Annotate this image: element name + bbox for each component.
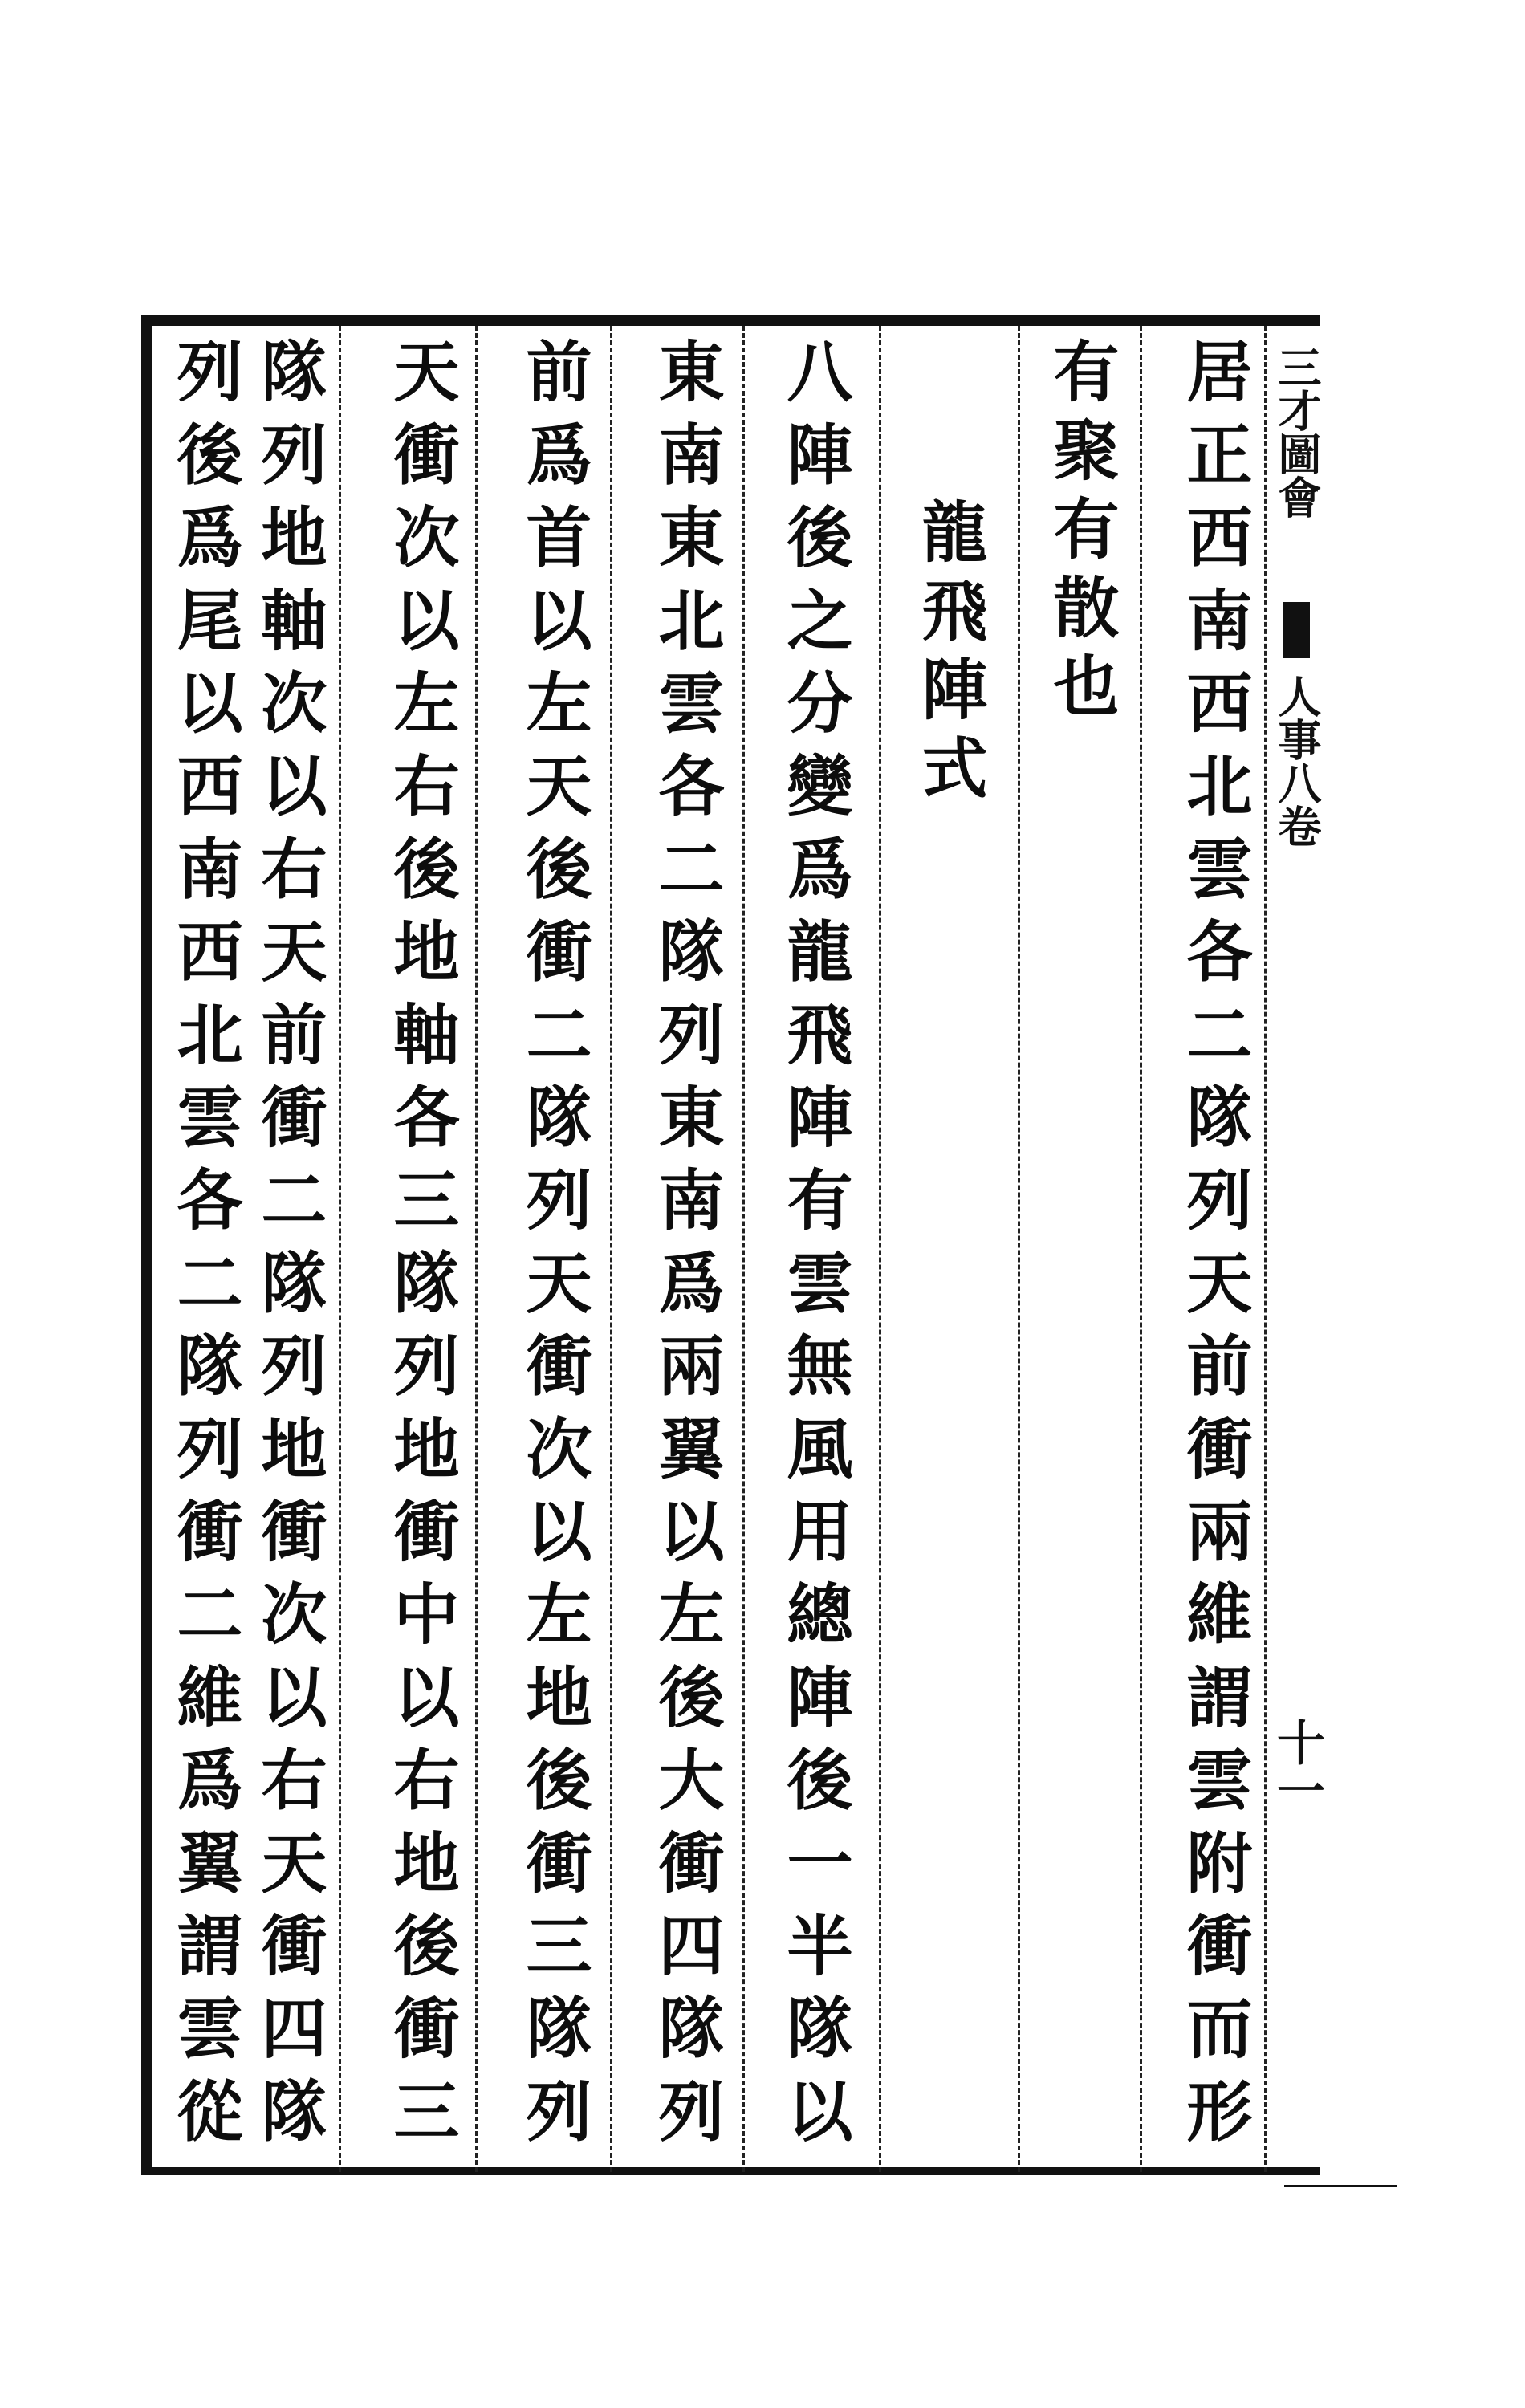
text-column-9: 列後爲尾以西南西北雲各二隊列衝二維爲翼謂雲從 [166,337,243,2160]
text-column-4: 八陣後之分變爲龍飛陣有雲無風用總陣後一半隊以 [776,337,853,2160]
text-column-6: 前爲首以左天後衝二隊列天衝次以左地後衝三隊列 [515,337,592,2160]
text-column-8: 隊列地軸次以右天前衝二隊列地衝次以右天衝四隊 [250,337,327,2160]
column-rule [1018,326,1020,2172]
section-title: 龍飛陣式 [911,498,988,812]
column-rule [475,326,478,2172]
column-rule [1264,326,1267,2172]
page-number: 十一 [1269,1718,1325,1814]
text-column-7: 天衝次以左右後地軸各三隊列地衝中以右地後衝三 [383,337,460,2160]
column-rule [742,326,745,2172]
column-rule [879,326,881,2172]
book-title: 三才圖會 [1271,345,1323,519]
text-column-5: 東南東北雲各二隊列東南爲兩翼以左後大衝四隊列 [648,337,725,2160]
column-rule [339,326,341,2172]
text-column-2: 有聚有散也 [1043,337,1120,730]
text-column-1: 居正西南西北雲各二隊列天前衝兩維謂雲附衝而形 [1176,337,1253,2160]
column-rule [1140,326,1142,2172]
column-rule [610,326,612,2172]
frame-bottom-rule [1284,2185,1397,2187]
fish-tail-mark [1283,602,1310,658]
juan-label: 人事八卷 [1271,674,1323,848]
